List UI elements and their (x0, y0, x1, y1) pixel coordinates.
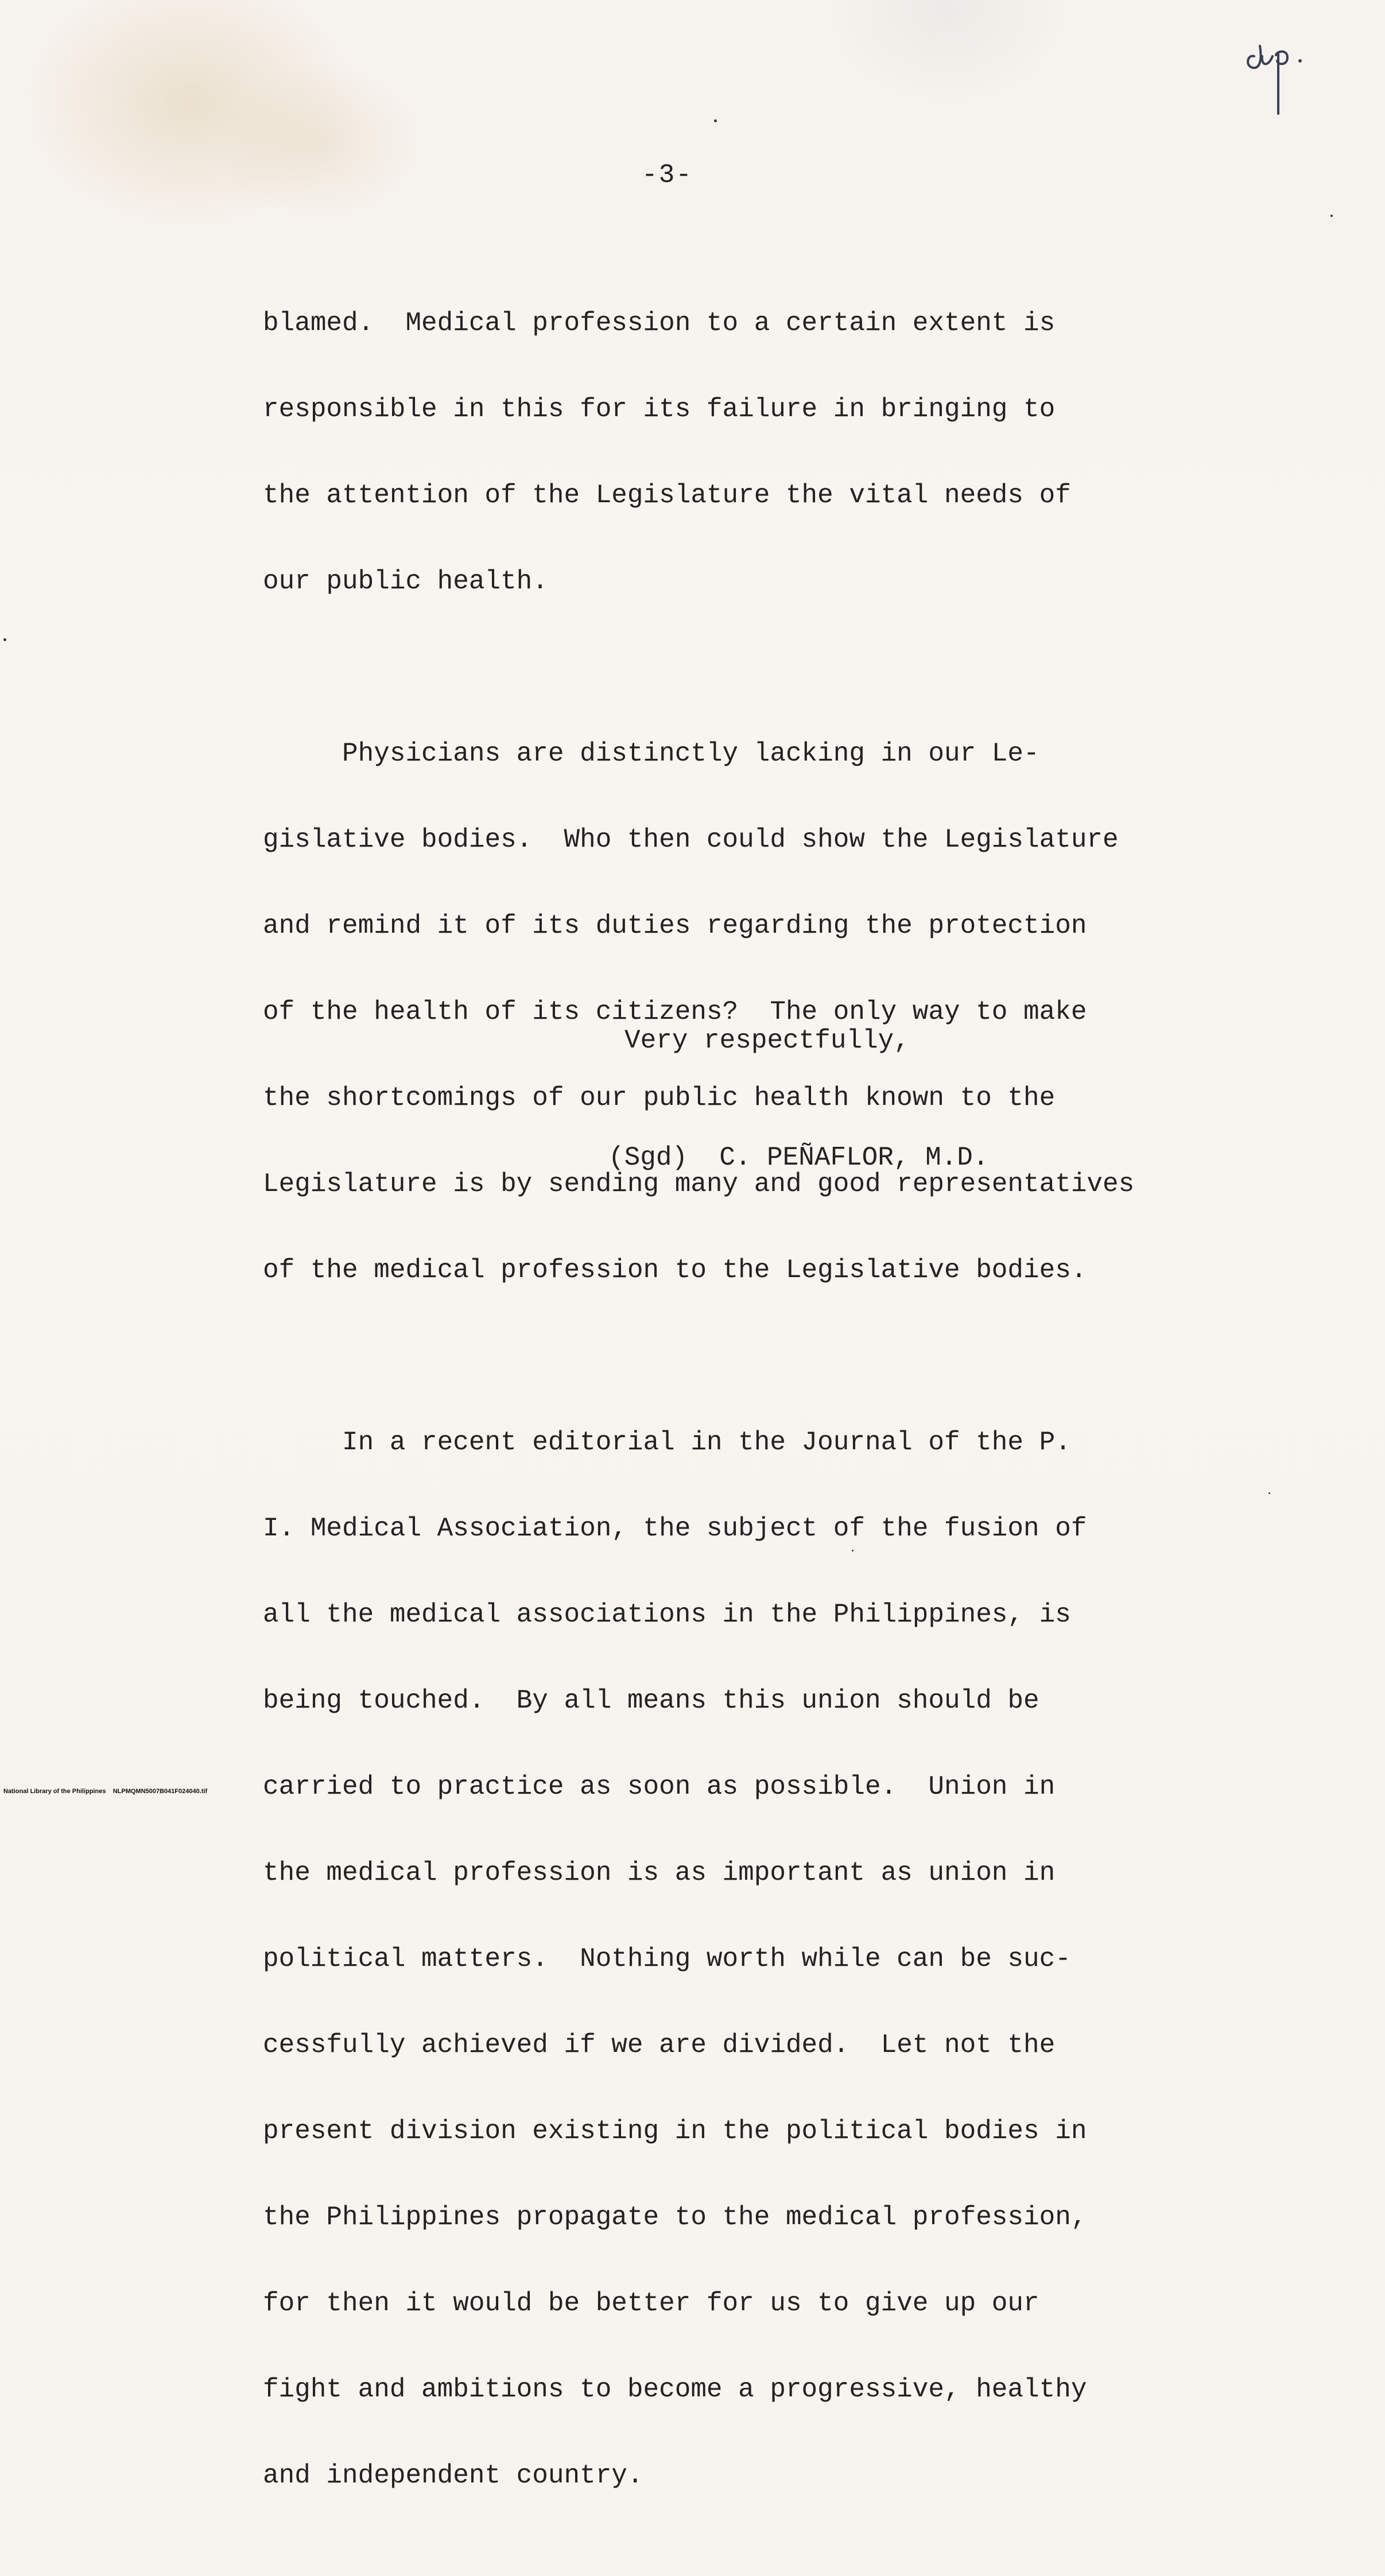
text-line: being touched. By all means this union should be (263, 1686, 1039, 1716)
text-line: the attention of the Legislature the vital needs of (263, 480, 1071, 510)
paper-speck (3, 638, 6, 641)
text-line: of the health of its citizens? The only way to make (263, 997, 1087, 1027)
paragraph-3 (263, 1371, 1296, 2547)
paragraph-1 (263, 251, 1296, 653)
text-line: responsible in this for its failure in bringing to (263, 394, 1056, 424)
page-number: -3- (642, 160, 693, 190)
text-line: cessfully achieved if we are divided. Let not the (263, 2030, 1056, 2060)
text-line: and remind it of its duties regarding the protection (263, 911, 1087, 941)
closing-salutation: Very respectfully, (624, 1026, 910, 1056)
text-line: present division existing in the political bodies in (263, 2116, 1087, 2146)
text-line: I. Medical Association, the subject of the fusion of (263, 1514, 1087, 1543)
paper-speck (714, 119, 717, 122)
text-line: the medical profession is as important as union in (263, 1858, 1056, 1888)
text-line: all the medical associations in the Philippines, is (263, 1600, 1071, 1630)
handwritten-annotation (1243, 33, 1329, 119)
archive-footer: National Library of the Philippines NLPMQMN5007B041F024040.tif (3, 1788, 208, 1795)
text-line: the Philippines propagate to the medical profession, (263, 2202, 1087, 2232)
text-line: the shortcomings of our public health known to the (263, 1083, 1056, 1113)
text-line: blamed. Medical profession to a certain extent is (263, 308, 1056, 338)
text-line: of the medical profession to the Legislative bodies. (263, 1255, 1087, 1285)
text-line: Physicians are distinctly lacking in our Le- (263, 739, 1039, 769)
text-line: In a recent editorial in the Journal of the P. (263, 1427, 1071, 1457)
paper-speck (1268, 1492, 1270, 1494)
paper-speck (852, 1550, 853, 1551)
text-line: political matters. Nothing worth while can be suc- (263, 1944, 1071, 1974)
letter-body (263, 251, 1296, 2576)
text-line: Legislature is by sending many and good representatives (263, 1169, 1135, 1199)
signature-line: (Sgd) C. PEÑAFLOR, M.D. (608, 1143, 989, 1173)
text-line: our public health. (263, 567, 548, 596)
paper-speck (1330, 215, 1333, 217)
text-line: fight and ambitions to become a progressive, healthy (263, 2375, 1087, 2404)
text-line: gislative bodies. Who then could show the Legislature (263, 825, 1119, 855)
text-line: for then it would be better for us to give up our (263, 2288, 1039, 2318)
text-line: and independent country. (263, 2461, 643, 2490)
paragraph-2 (263, 682, 1296, 1342)
text-line: carried to practice as soon as possible. Union in (263, 1772, 1056, 1802)
